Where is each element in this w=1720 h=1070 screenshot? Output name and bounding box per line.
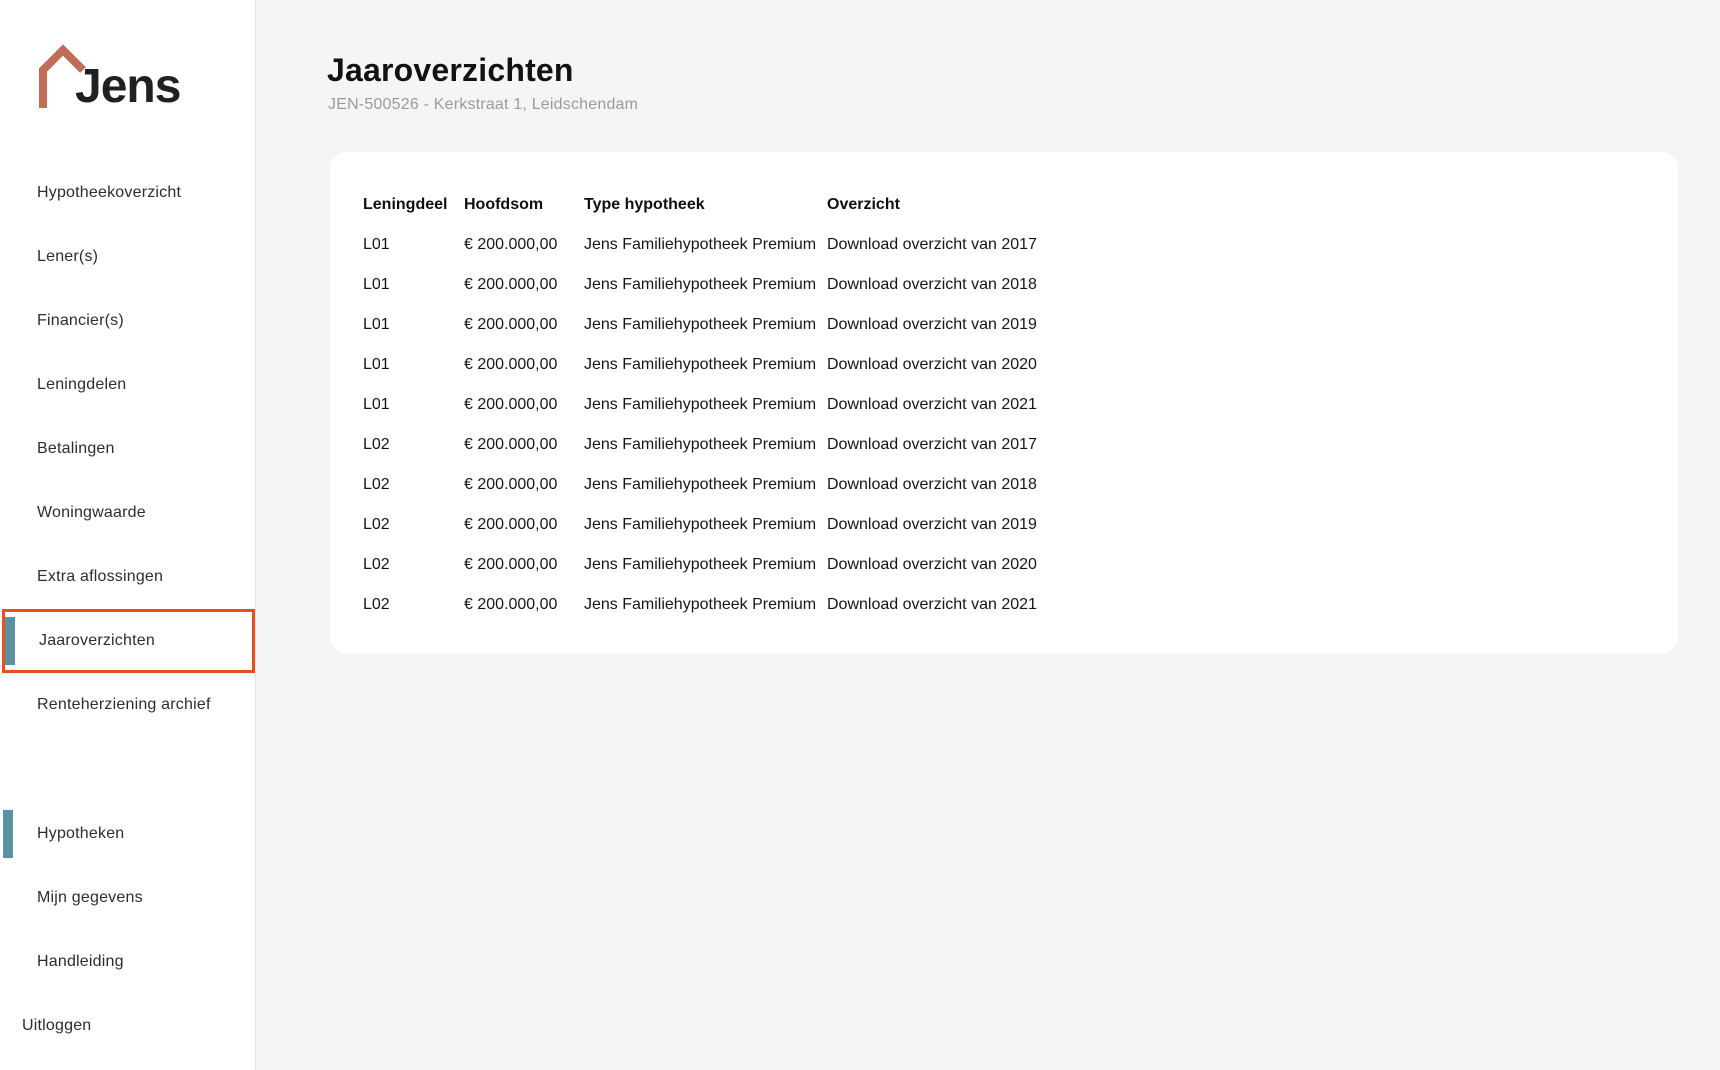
sidebar-item-label: Jaaroverzichten xyxy=(39,632,155,649)
primary-navigation xyxy=(0,161,255,737)
cell-type-hypotheek: Jens Familiehypotheek Premium xyxy=(584,316,817,333)
table-row xyxy=(363,545,1645,585)
brand-logo[interactable] xyxy=(36,44,181,113)
cell-hoofdsom: € 200.000,00 xyxy=(464,516,558,533)
main-content xyxy=(256,0,1720,1070)
download-overzicht-link[interactable]: Download overzicht van 2020 xyxy=(827,356,1037,373)
table-row xyxy=(363,585,1645,625)
sidebar-item-extra-aflossingen[interactable] xyxy=(0,545,255,609)
cell-type-hypotheek: Jens Familiehypotheek Premium xyxy=(584,236,817,253)
cell-leningdeel: L02 xyxy=(363,556,390,573)
table-row xyxy=(363,505,1645,545)
download-overzicht-link[interactable]: Download overzicht van 2018 xyxy=(827,476,1037,493)
cell-type-hypotheek: Jens Familiehypotheek Premium xyxy=(584,596,817,613)
cell-leningdeel: L01 xyxy=(363,396,390,413)
sidebar-item-mijn-gegevens[interactable] xyxy=(0,866,255,930)
sidebar-item-label: Renteherziening archief xyxy=(37,696,211,713)
cell-leningdeel: L01 xyxy=(363,316,390,333)
sidebar-item-label: Woningwaarde xyxy=(37,504,146,521)
cell-type-hypotheek: Jens Familiehypotheek Premium xyxy=(584,516,817,533)
sidebar-item-label: Handleiding xyxy=(37,953,124,970)
sidebar-item-label: Extra aflossingen xyxy=(37,568,164,585)
active-indicator-bar xyxy=(5,617,15,665)
logout-button[interactable]: Uitloggen xyxy=(22,1017,92,1034)
cell-hoofdsom: € 200.000,00 xyxy=(464,356,558,373)
download-overzicht-link[interactable]: Download overzicht van 2019 xyxy=(827,516,1037,533)
cell-hoofdsom: € 200.000,00 xyxy=(464,316,558,333)
sidebar-item-label: Leningdelen xyxy=(37,376,127,393)
jaaroverzichten-table xyxy=(363,185,1645,625)
sidebar-item-hypotheekoverzicht[interactable] xyxy=(0,161,255,225)
active-indicator-bar xyxy=(3,810,13,858)
jaaroverzichten-card xyxy=(330,152,1678,653)
sidebar-item-label: Betalingen xyxy=(37,440,115,457)
secondary-navigation xyxy=(0,802,255,994)
cell-leningdeel: L02 xyxy=(363,436,390,453)
sidebar-item-label: Hypotheekoverzicht xyxy=(37,184,182,201)
download-overzicht-link[interactable]: Download overzicht van 2017 xyxy=(827,236,1037,253)
page-subtitle: JEN-500526 - Kerkstraat 1, Leidschendam xyxy=(328,96,639,113)
column-header-leningdeel: Leningdeel xyxy=(363,196,448,213)
sidebar-item-label: Hypotheken xyxy=(37,825,125,842)
page-title: Jaaroverzichten xyxy=(327,52,574,88)
table-row xyxy=(363,305,1645,345)
sidebar-item-financiers[interactable] xyxy=(0,289,255,353)
table-row xyxy=(363,425,1645,465)
sidebar xyxy=(0,0,256,1070)
cell-hoofdsom: € 200.000,00 xyxy=(464,436,558,453)
cell-hoofdsom: € 200.000,00 xyxy=(464,596,558,613)
download-overzicht-link[interactable]: Download overzicht van 2020 xyxy=(827,556,1037,573)
download-overzicht-link[interactable]: Download overzicht van 2021 xyxy=(827,396,1037,413)
brand-name: Jens xyxy=(75,59,181,113)
sidebar-item-label: Lener(s) xyxy=(37,248,99,265)
cell-leningdeel: L01 xyxy=(363,236,390,253)
table-row xyxy=(363,345,1645,385)
table-header-row xyxy=(363,185,1645,225)
table-row xyxy=(363,385,1645,425)
cell-hoofdsom: € 200.000,00 xyxy=(464,556,558,573)
cell-type-hypotheek: Jens Familiehypotheek Premium xyxy=(584,276,817,293)
column-header-overzicht: Overzicht xyxy=(827,196,900,213)
sidebar-item-hypotheken[interactable] xyxy=(0,802,255,866)
cell-type-hypotheek: Jens Familiehypotheek Premium xyxy=(584,476,817,493)
table-row xyxy=(363,265,1645,305)
cell-leningdeel: L02 xyxy=(363,596,390,613)
sidebar-item-woningwaarde[interactable] xyxy=(0,481,255,545)
sidebar-item-handleiding[interactable] xyxy=(0,930,255,994)
sidebar-item-betalingen[interactable] xyxy=(0,417,255,481)
cell-type-hypotheek: Jens Familiehypotheek Premium xyxy=(584,436,817,453)
download-overzicht-link[interactable]: Download overzicht van 2019 xyxy=(827,316,1037,333)
cell-hoofdsom: € 200.000,00 xyxy=(464,396,558,413)
table-row xyxy=(363,465,1645,505)
sidebar-item-label: Mijn gegevens xyxy=(37,889,143,906)
download-overzicht-link[interactable]: Download overzicht van 2021 xyxy=(827,596,1037,613)
table-row xyxy=(363,225,1645,265)
cell-hoofdsom: € 200.000,00 xyxy=(464,236,558,253)
sidebar-item-leners[interactable] xyxy=(0,225,255,289)
cell-leningdeel: L02 xyxy=(363,516,390,533)
sidebar-item-leningdelen[interactable] xyxy=(0,353,255,417)
sidebar-item-label: Financier(s) xyxy=(37,312,124,329)
cell-type-hypotheek: Jens Familiehypotheek Premium xyxy=(584,396,817,413)
column-header-hoofdsom: Hoofdsom xyxy=(464,196,544,213)
cell-type-hypotheek: Jens Familiehypotheek Premium xyxy=(584,556,817,573)
cell-leningdeel: L01 xyxy=(363,276,390,293)
cell-hoofdsom: € 200.000,00 xyxy=(464,276,558,293)
download-overzicht-link[interactable]: Download overzicht van 2018 xyxy=(827,276,1037,293)
sidebar-item-renteherziening-archief[interactable] xyxy=(0,673,255,737)
download-overzicht-link[interactable]: Download overzicht van 2017 xyxy=(827,436,1037,453)
sidebar-item-jaaroverzichten[interactable] xyxy=(2,609,255,673)
cell-leningdeel: L02 xyxy=(363,476,390,493)
cell-type-hypotheek: Jens Familiehypotheek Premium xyxy=(584,356,817,373)
cell-hoofdsom: € 200.000,00 xyxy=(464,476,558,493)
cell-leningdeel: L01 xyxy=(363,356,390,373)
column-header-type-hypotheek: Type hypotheek xyxy=(584,196,705,213)
